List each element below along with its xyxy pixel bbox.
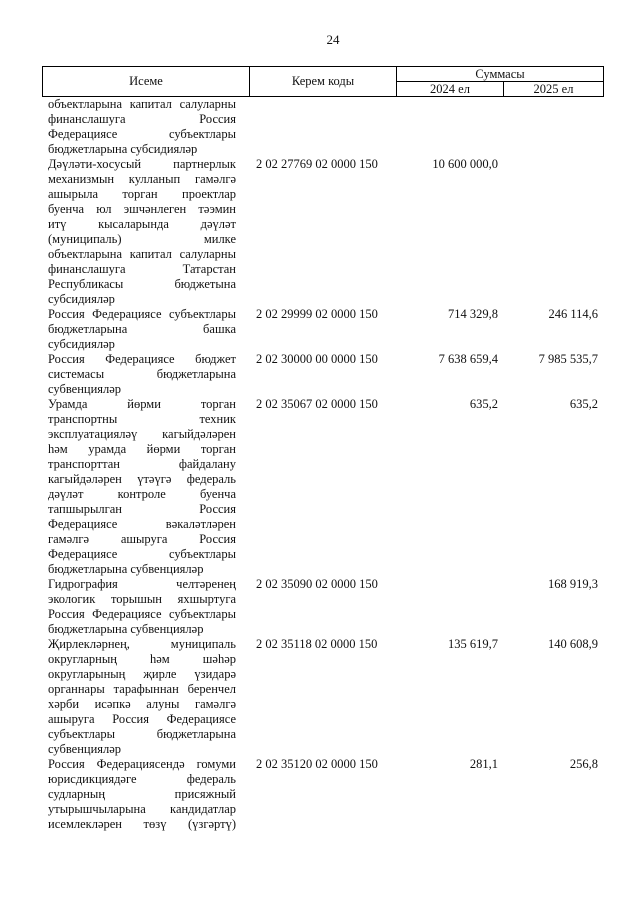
name-line: объектларына капитал салуларны	[48, 247, 236, 261]
row-name	[42, 97, 250, 157]
header-year-2025: 2025 ел	[533, 82, 574, 96]
name-line: Федерациясе субъектлары	[48, 127, 236, 141]
name-line: бюджетларына субвенцияләр	[48, 562, 204, 576]
name-line: субвенцияләр	[48, 382, 122, 396]
name-line: Дәүләти-хосусый партнерлык	[48, 157, 236, 171]
amount-2025: 7 985 535,7	[538, 352, 598, 366]
name-line: Россия Федерациясе субъектлары	[48, 307, 236, 321]
name-line: Россия Федерациясе субъектлары	[48, 607, 236, 621]
name-line: объектларына капитал салуларны	[48, 97, 236, 111]
name-line: утырышчыларына кандидатлар	[48, 802, 236, 816]
table-row	[42, 577, 604, 637]
name-line: Федерациясе субъектлары	[48, 547, 236, 561]
row-name	[42, 397, 250, 577]
table-row	[42, 757, 604, 832]
name-line: хәрби исәпкә алуны гамәлгә	[48, 697, 236, 711]
name-line: эксплуатацияләү кагыйдәләрен	[48, 427, 236, 441]
table-body	[42, 97, 604, 832]
row-name	[42, 307, 250, 352]
row-name	[42, 157, 250, 307]
amount-2024: 635,2	[469, 397, 498, 411]
amount-2025: 635,2	[569, 397, 598, 411]
amount-2025: 140 608,9	[548, 637, 598, 651]
name-line: Россия Федерациясендә гомуми	[48, 757, 236, 771]
name-line: Урамда йөрми торган	[48, 397, 236, 411]
name-line: субъектлары бюджетларына	[48, 727, 236, 741]
name-line: транспорттан файдалану	[48, 457, 236, 471]
name-line: ашыруга Россия Федерациясе	[48, 712, 236, 726]
name-line: бюджетларына субвенцияләр	[48, 622, 204, 636]
row-name	[42, 637, 250, 757]
name-line: системасы бюджетларына	[48, 367, 236, 381]
name-line: органнары тарафыннан беренчел	[48, 682, 236, 696]
row-name	[42, 757, 250, 832]
budget-code: 2 02 35090 02 0000 150	[256, 577, 378, 591]
amount-2024: 714 329,8	[448, 307, 498, 321]
amount-2024: 281,1	[469, 757, 498, 771]
row-name	[42, 352, 250, 397]
table-row	[42, 352, 604, 397]
name-line: субсидияләр	[48, 337, 115, 351]
name-line: финанслашуга Россия	[48, 112, 236, 126]
table-row	[42, 307, 604, 352]
name-line: судларның присяжный	[48, 787, 236, 801]
name-line: кагыйдәләрен үтәүгә федераль	[48, 472, 236, 486]
table-row	[42, 157, 604, 307]
name-line: буенча юл эшчәнлеген тәэмин	[48, 202, 236, 216]
budget-code: 2 02 35067 02 0000 150	[256, 397, 378, 411]
table-header	[42, 66, 604, 97]
name-line: бюджетларына башка	[48, 322, 236, 336]
header-sums: Суммасы	[397, 67, 603, 82]
name-line: субсидияләр	[48, 292, 115, 306]
name-line: ашырыла торган проектлар	[48, 187, 236, 201]
name-line: итү кысаларында дәүләт	[48, 217, 236, 231]
name-line: Җирлекләрнең, муниципаль	[48, 637, 236, 651]
name-line: һәм урамда йөрми торган	[48, 442, 236, 456]
name-line: дәүләт контроле буенча	[48, 487, 236, 501]
name-line: Россия Федерациясе бюджет	[48, 352, 236, 366]
page-number: 24	[326, 32, 340, 47]
amount-2025: 246 114,6	[548, 307, 598, 321]
name-line: механизмын кулланып гамәлгә	[48, 172, 236, 186]
row-name	[42, 577, 250, 637]
budget-code: 2 02 35118 02 0000 150	[256, 637, 378, 651]
amount-2025: 256,8	[569, 757, 598, 771]
amount-2024: 135 619,7	[448, 637, 498, 651]
name-line: экологик торышын яхшыртуга	[48, 592, 236, 606]
amount-2024: 7 638 659,4	[438, 352, 498, 366]
table-row	[42, 397, 604, 577]
name-line: Федерациясе вәкаләтләрен	[48, 517, 236, 531]
table-row	[42, 97, 604, 157]
name-line: (муниципаль) милке	[48, 232, 236, 246]
header-code: Керем коды	[250, 67, 397, 96]
name-line: финанслашуга Татарстан	[48, 262, 236, 276]
header-name: Исеме	[43, 67, 250, 96]
name-line: субвенцияләр	[48, 742, 122, 756]
header-year-2024: 2024 ел	[397, 82, 504, 96]
name-line: транспортны техник	[48, 412, 236, 426]
name-line: бюджетларына субсидияләр	[48, 142, 198, 156]
name-line: исемлекләрен төзү (үзгәртү)	[48, 817, 236, 831]
table-row	[42, 637, 604, 757]
budget-code: 2 02 35120 02 0000 150	[256, 757, 378, 771]
name-line: округларының җирле үзидарә	[48, 667, 236, 681]
amount-2025: 168 919,3	[548, 577, 598, 591]
name-line: юрисдикциядәге федераль	[48, 772, 236, 786]
budget-code: 2 02 30000 00 0000 150	[256, 352, 378, 366]
name-line: Республикасы бюджетына	[48, 277, 236, 291]
budget-code: 2 02 29999 02 0000 150	[256, 307, 378, 321]
name-line: округларның һәм шәһәр	[48, 652, 236, 666]
amount-2024: 10 600 000,0	[432, 157, 498, 171]
name-line: гамәлгә ашыруга Россия	[48, 532, 236, 546]
budget-code: 2 02 27769 02 0000 150	[256, 157, 378, 171]
name-line: Гидрография челтәренең	[48, 577, 236, 591]
name-line: тапшырылган Россия	[48, 502, 236, 516]
